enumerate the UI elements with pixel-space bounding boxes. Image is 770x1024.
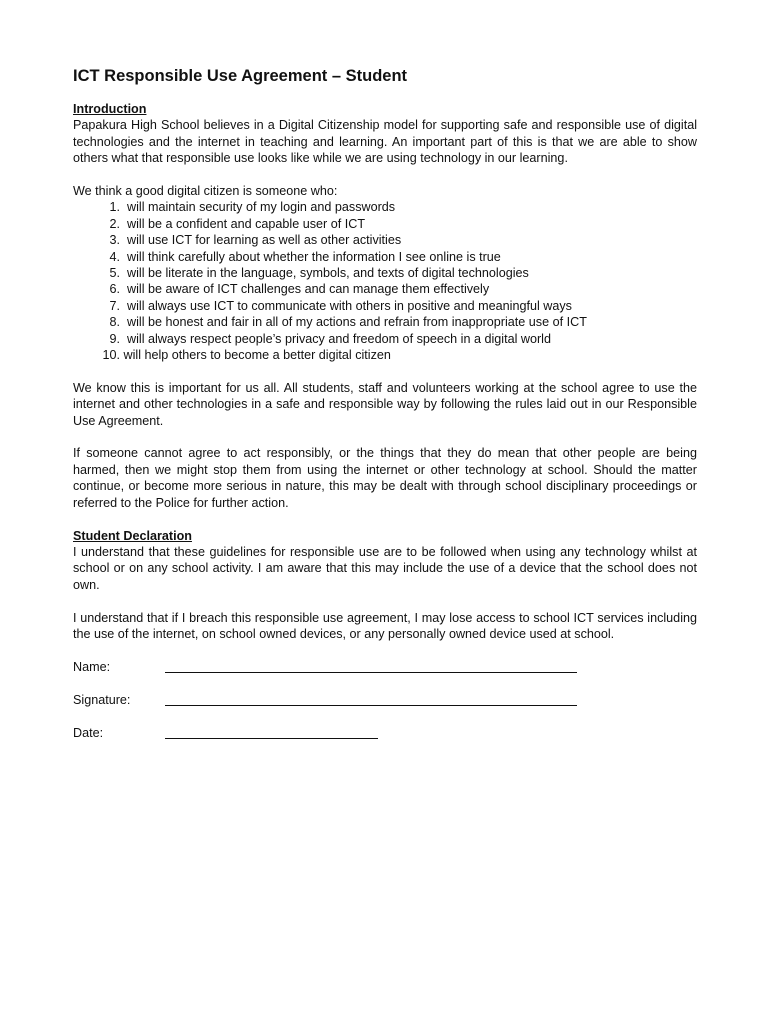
list-item bbox=[73, 298, 697, 314]
signature-label: Signature: bbox=[73, 692, 131, 707]
list-item bbox=[73, 199, 697, 215]
date-field-row bbox=[73, 725, 697, 741]
list-item-number: 9. bbox=[109, 331, 120, 346]
list-item-number: 1. bbox=[109, 200, 120, 215]
name-field-row bbox=[73, 659, 697, 675]
list-item-text: will help others to become a better digital citizen bbox=[123, 348, 391, 363]
list-item bbox=[73, 331, 697, 347]
list-item bbox=[73, 232, 697, 248]
list-item bbox=[73, 314, 697, 330]
list-item bbox=[73, 347, 697, 363]
list-item-text: will maintain security of my login and passwords bbox=[127, 200, 396, 215]
signature-line[interactable] bbox=[165, 693, 577, 706]
list-item-number: 10. bbox=[102, 348, 120, 363]
list-item-number: 6. bbox=[109, 282, 120, 297]
list-item bbox=[73, 249, 697, 265]
declaration-heading: Student Declaration bbox=[73, 528, 192, 543]
list-item-number: 4. bbox=[109, 249, 120, 264]
list-item-text: will always use ICT to communicate with others in positive and meaningful ways bbox=[127, 298, 572, 313]
date-line[interactable] bbox=[165, 726, 378, 739]
importance-paragraph: We know this is important for us all. All students, staff and volunteers working at the school agree to use the internet and other technologies in a safe and responsible way by following the rules laid out in our Responsible Use Agreement. bbox=[73, 380, 697, 428]
date-label: Date: bbox=[73, 726, 104, 741]
list-item-text: will be literate in the language, symbols, and texts of digital technologies bbox=[127, 266, 529, 281]
list-item-text: will always respect people’s privacy and freedom of speech in a digital world bbox=[127, 331, 551, 346]
list-item-text: will be a confident and capable user of ICT bbox=[127, 216, 366, 231]
list-intro-text: We think a good digital citizen is someone who: bbox=[73, 184, 338, 199]
signature-field-row bbox=[73, 692, 697, 708]
introduction-heading: Introduction bbox=[73, 102, 147, 116]
list-item bbox=[73, 216, 697, 232]
digital-citizen-list bbox=[73, 199, 697, 363]
introduction-paragraph: Papakura High School believes in a Digital Citizenship model for supporting safe and responsible use of digital technologies and the internet in teaching and learning. An important part of this is that we are able to show others what that responsible use looks like while we are using technology in our learning. bbox=[73, 118, 697, 166]
declaration-paragraph-2: I understand that if I breach this responsible use agreement, I may lose access to school ICT services including the use of the internet, on school owned devices, or any personally owned device used at school. bbox=[73, 610, 697, 641]
name-signature-line[interactable] bbox=[165, 660, 577, 673]
declaration-paragraph-1: I understand that these guidelines for responsible use are to be followed when using any technology whilst at school or on any school activity. I am aware that this may include the use of a device that the school does not own. bbox=[73, 544, 697, 592]
list-item-text: will be honest and fair in all of my actions and refrain from inappropriate use of ICT bbox=[127, 315, 587, 330]
consequences-paragraph: If someone cannot agree to act responsibly, or the things that they do mean that other people are being harmed, then we might stop them from using the internet or other technology at school. Should the matter continue, or become more serious in nature, this may be dealt with through school disciplinary proceedings or referred to the Police for further action. bbox=[73, 446, 697, 510]
list-item-text: will be aware of ICT challenges and can manage them effectively bbox=[127, 282, 490, 297]
list-item-text: will think carefully about whether the information I see online is true bbox=[127, 249, 501, 264]
document-page bbox=[73, 66, 697, 758]
list-item-text: will use ICT for learning as well as other activities bbox=[127, 233, 402, 248]
document-title: ICT Responsible Use Agreement – Student bbox=[73, 67, 408, 85]
list-item-number: 7. bbox=[109, 298, 120, 313]
list-item-number: 8. bbox=[109, 315, 120, 330]
list-item-number: 5. bbox=[109, 266, 120, 281]
list-item-number: 3. bbox=[109, 233, 120, 248]
list-item bbox=[73, 265, 697, 281]
name-label: Name: bbox=[73, 659, 111, 674]
list-item-number: 2. bbox=[109, 216, 120, 231]
list-item bbox=[73, 281, 697, 297]
